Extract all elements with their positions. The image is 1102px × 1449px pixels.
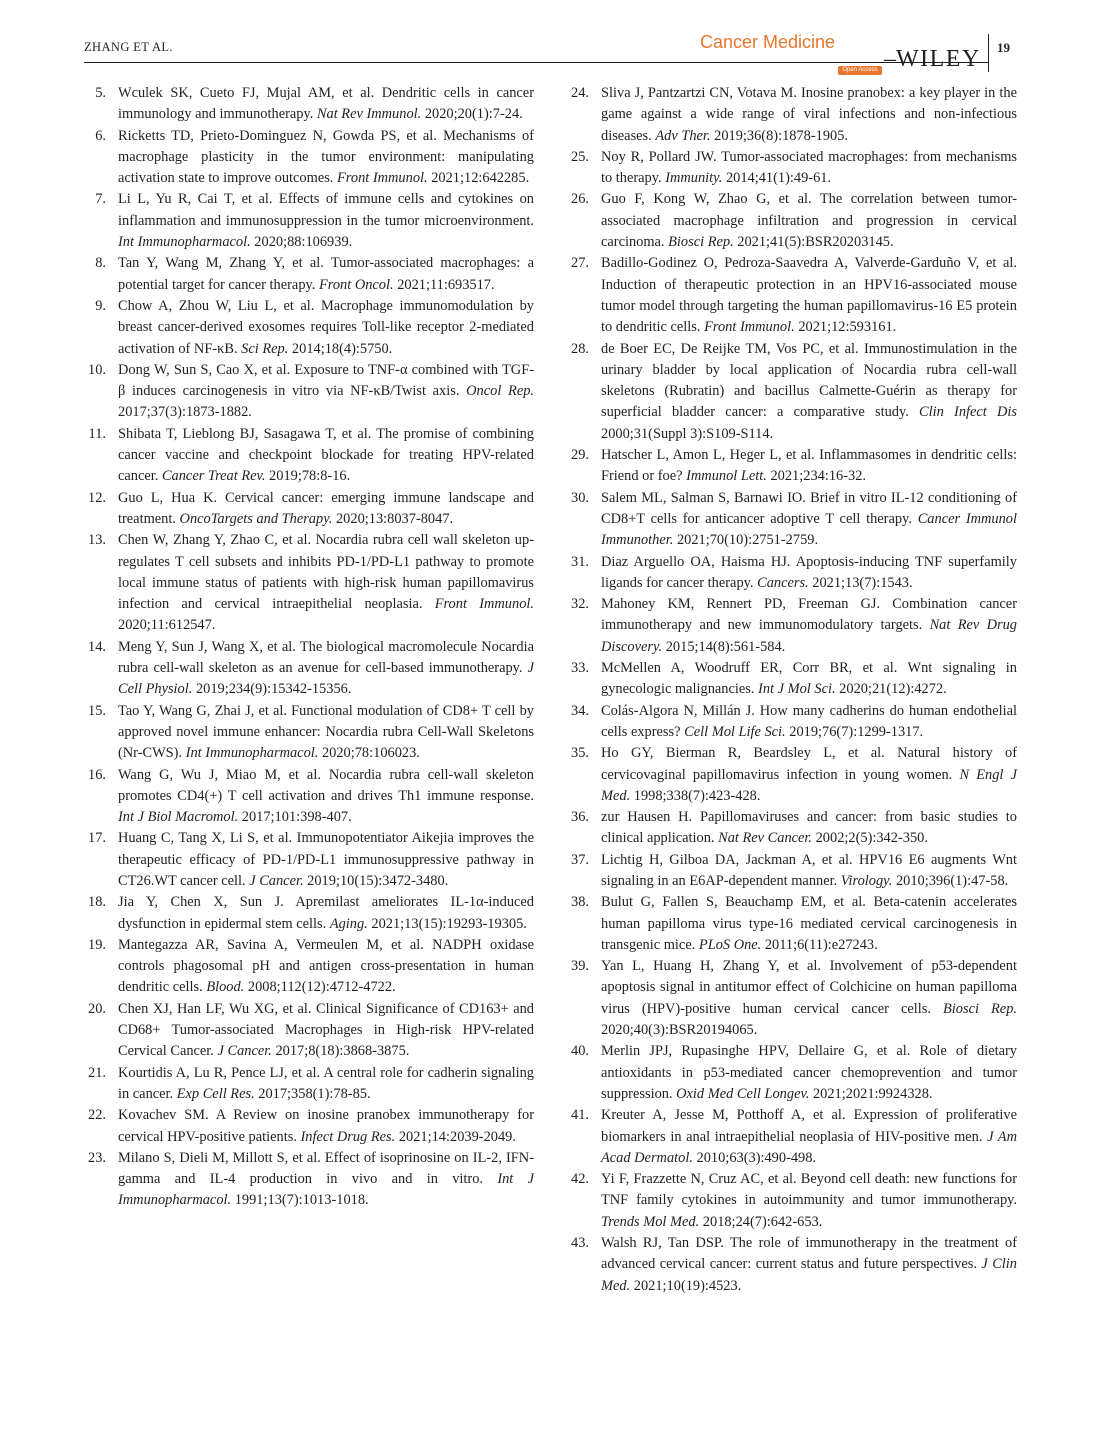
reference-journal: Oxid Med Cell Longev. (676, 1085, 810, 1102)
reference-journal: Biosci Rep. (943, 1000, 1017, 1017)
reference-text (118, 935, 534, 999)
reference-number: 15. (88, 702, 106, 719)
reference-citation: 2008;112(12):4712-4722. (244, 979, 396, 996)
reference-item (567, 956, 1017, 1041)
reference-number: 5. (95, 85, 106, 101)
reference-citation: 1991;13(7):1013-1018. (231, 1192, 369, 1209)
reference-body: Dong W, Sun S, Cao X, et al. Exposure to TNF-α combined with TGF-β induces carcinogenesis in vitro via NF-κB/Twist axis. (118, 361, 534, 400)
reference-journal: Cell Mol Life Sci. (684, 723, 786, 740)
reference-journal: Adv Ther. (655, 127, 711, 144)
reference-journal: Biosci Rep. (668, 234, 734, 251)
reference-citation: 2019;36(8):1878-1905. (710, 127, 849, 144)
reference-body: Walsh RJ, Tan DSP. The role of immunotherapy in the treatment of advanced cervical cancer: current status and future perspectives. (601, 1235, 1017, 1273)
reference-item (567, 594, 1017, 658)
reference-text (118, 765, 534, 829)
reference-text (601, 189, 1017, 253)
reference-number: 14. (88, 638, 106, 655)
reference-citation: 2017;8(18):3868-3875. (271, 1043, 410, 1060)
reference-number: 19. (88, 936, 106, 953)
reference-item (84, 360, 534, 424)
reference-number: 18. (88, 894, 106, 911)
references-right-column (567, 83, 1017, 1297)
reference-journal: Trends Mol Med. (601, 1213, 700, 1230)
reference-text (601, 658, 1017, 701)
reference-body: Badillo-Godinez O, Pedroza-Saavedra A, Valverde-Garduño V, et al. Induction of therapeutic protection in an HPV16-associated mouse tumor model through targeting the human papillomavirus-16 E5 protein to dendritic cells. (601, 255, 1017, 336)
reference-item (567, 1233, 1017, 1297)
reference-number: 11. (88, 425, 106, 442)
reference-item (567, 147, 1017, 190)
reference-body: Jia Y, Chen X, Sun J. Apremilast ameliorates IL-1α-induced dysfunction in epidermal stem cells. (118, 894, 534, 932)
reference-item (84, 828, 534, 892)
reference-number: 12. (88, 489, 106, 506)
reference-citation: 2019;76(7):1299-1317. (785, 723, 924, 740)
publisher-name: WILEY (896, 46, 981, 72)
reference-item (567, 701, 1017, 744)
reference-citation: 2019;78:8-16. (265, 468, 351, 485)
reference-citation: 2020;78:106023. (318, 745, 420, 762)
reference-citation: 1998;338(7):423-428. (630, 787, 761, 804)
reference-body: Merlin JPJ, Rupasinghe HPV, Dellaire G, et al. Role of dietary antioxidants in p53-mediated cancer chemoprevention and tumor suppression. (601, 1043, 1017, 1102)
reference-number: 34. (571, 702, 589, 719)
reference-text (118, 828, 534, 892)
reference-citation: 2021;2021:9924328. (809, 1085, 933, 1102)
reference-item (84, 935, 534, 999)
reference-body: Lichtig H, Gilboa DA, Jackman A, et al. HPV16 E6 augments Wnt signaling in an E6AP-dependent manner. (601, 851, 1017, 889)
reference-item (567, 253, 1017, 338)
reference-number: 24. (571, 85, 589, 101)
reference-text (118, 1105, 534, 1148)
reference-citation: 2014;18(4):5750. (288, 340, 393, 357)
reference-body: Tan Y, Wang M, Zhang Y, et al. Tumor-associated macrophages: a potential target for cancer therapy. (118, 255, 534, 293)
reference-citation: 2021;10(19):4523. (630, 1277, 742, 1294)
reference-journal: Cancer Treat Rev. (161, 468, 266, 485)
reference-body: Colás-Algora N, Millán J. How many cadherins do human endothelial cells express? (601, 702, 1017, 740)
reference-body: Diaz Arguello OA, Haisma HJ. Apoptosis-inducing TNF superfamily ligands for cancer therapy. (601, 553, 1017, 591)
reference-text (601, 850, 1017, 893)
journal-name: Cancer Medicine (700, 32, 836, 52)
reference-journal: Front Immunol. (704, 319, 795, 336)
open-access-badge: Open Access (838, 66, 882, 75)
reference-citation: 2019;10(15):3472-3480. (303, 872, 449, 889)
reference-number: 39. (571, 958, 589, 975)
reference-citation: 2021;13(7):1543. (808, 574, 913, 591)
reference-body: Chen W, Zhang Y, Zhao C, et al. Nocardia rubra cell wall skeleton up-regulates T cell subsets and inhibits PD-1/PD-L1 pathway to promote local immune status of patients with high-risk human papillomavirus infection and cervical intraepithelial neoplasia. (118, 532, 534, 613)
reference-citation: 2015;14(8):561-584. (662, 638, 786, 655)
reference-journal: Cancers. (757, 574, 809, 591)
reference-item (567, 488, 1017, 552)
reference-text (118, 637, 534, 701)
reference-body: Huang C, Tang X, Li S, et al. Immunopotentiator Aikejia improves the therapeutic efficacy of PD-1/PD-L1 immunosuppressive pathway in CT26.WT cancer cell. (118, 830, 534, 889)
reference-number: 35. (571, 745, 589, 762)
reference-item (567, 743, 1017, 807)
reference-citation: 2010;63(3):490-498. (692, 1149, 817, 1166)
reference-number: 25. (571, 148, 589, 165)
reference-text (118, 360, 534, 424)
page-number: 19 (997, 40, 1010, 55)
reference-text (601, 339, 1017, 445)
reference-journal: Blood. (206, 979, 245, 996)
reference-number: 37. (571, 851, 589, 868)
reference-citation: 2020;88:106939. (250, 234, 353, 251)
reference-number: 17. (88, 830, 106, 847)
reference-citation: 2017;358(1):78-85. (254, 1085, 371, 1102)
reference-text (601, 445, 1017, 488)
reference-citation: 2021;234:16-32. (766, 468, 867, 485)
reference-citation: 2021;41(5):BSR20203145. (733, 234, 894, 251)
reference-body: Mantegazza AR, Savina A, Vermeulen M, et al. NADPH oxidase controls phagosomal pH and antigen cross-presentation in human dendritic cells. (118, 936, 534, 996)
reference-journal: J Am Acad Dermatol. (601, 1128, 1017, 1166)
reference-journal: J Cell Physiol. (118, 660, 534, 698)
reference-journal: Infect Drug Res. (300, 1128, 396, 1145)
reference-journal: Sci Rep. (241, 340, 289, 357)
reference-text (601, 488, 1017, 552)
reference-body: Guo F, Kong W, Zhao G, et al. The correlation between tumor-associated macrophage infiltration and progression in cervical carcinoma. (601, 191, 1017, 251)
reference-citation: 2021;11:693517. (393, 276, 495, 293)
reference-body: Milano S, Dieli M, Millott S, et al. Effect of isoprinosine on IL-2, IFN-gamma and IL-4 production in vivo and in vitro. (118, 1149, 534, 1188)
reference-journal: Virology. (840, 872, 893, 889)
reference-number: 23. (88, 1149, 106, 1166)
reference-number: 42. (571, 1171, 589, 1188)
reference-citation: 2020;20(1):7-24. (421, 106, 523, 123)
reference-text (601, 1169, 1017, 1233)
page-header (84, 32, 1020, 72)
reference-body: Ho GY, Bierman R, Beardsley L, et al. Natural history of cervicovaginal papillomavirus infection in young women. (601, 745, 1017, 783)
reference-citation: 2017;37(3):1873-1882. (118, 404, 252, 421)
reference-citation: 2002;2(5):342-350. (812, 830, 928, 847)
reference-body: Kreuter A, Jesse M, Potthoff A, et al. Expression of proliferative biomarkers in anal intraepithelial neoplasia of HIV-positive men. (601, 1107, 1017, 1145)
reference-journal: Front Immunol. (337, 170, 428, 187)
reference-item (84, 892, 534, 935)
reference-body: Wang G, Wu J, Miao M, et al. Nocardia rubra cell-wall skeleton promotes CD4(+) T cell activation and drives Th1 immune response. (118, 766, 534, 804)
reference-journal: Int J Immunopharmacol. (118, 1171, 534, 1209)
reference-citation: 2010;396(1):47-58. (892, 872, 1009, 889)
reference-number: 30. (571, 489, 589, 506)
reference-journal: Nat Rev Drug Discovery. (601, 617, 1017, 655)
reference-number: 38. (571, 894, 589, 911)
reference-number: 43. (571, 1235, 589, 1252)
reference-item (84, 253, 534, 296)
reference-journal: Front Immunol. (434, 596, 534, 613)
reference-text (601, 594, 1017, 658)
reference-item (84, 1105, 534, 1148)
reference-body: Tao Y, Wang G, Zhai J, et al. Functional modulation of CD8+ T cell by approved novel immune enhancer: Nocardia rubra Cell-Wall Skeletons (Nr-CWS). (118, 702, 534, 762)
reference-text (601, 956, 1017, 1041)
reference-citation: 2014;41(1):49-61. (722, 170, 832, 187)
reference-item (567, 1105, 1017, 1169)
reference-journal: PLoS One. (698, 936, 762, 953)
reference-number: 21. (88, 1064, 106, 1081)
reference-journal: N Engl J Med. (601, 766, 1017, 804)
reference-body: Meng Y, Sun J, Wang X, et al. The biological macromolecule Nocardia rubra cell-wall skeleton as an avenue for cell-based immunotherapy. (118, 638, 534, 677)
reference-text (118, 1148, 534, 1212)
reference-item (84, 765, 534, 829)
reference-journal: Cancer Immunol Immunother. (601, 510, 1018, 549)
reference-item (567, 189, 1017, 253)
reference-item (567, 1041, 1017, 1105)
reference-text (601, 1233, 1017, 1297)
reference-body: Li L, Yu R, Cai T, et al. Effects of immune cells and cytokines on inflammation and immunosuppression in the tumor microenvironment. (118, 191, 534, 229)
reference-item (567, 658, 1017, 701)
reference-journal: Int J Mol Sci. (758, 681, 836, 698)
header-divider (988, 34, 989, 72)
reference-text (601, 807, 1017, 850)
reference-number: 27. (571, 255, 589, 272)
reference-number: 8. (95, 255, 106, 272)
reference-body: McMellen A, Woodruff ER, Corr BR, et al. Wnt signaling in gynecologic malignancies. (601, 660, 1017, 698)
reference-item (84, 189, 534, 253)
reference-item (84, 1063, 534, 1106)
reference-item (84, 424, 534, 488)
reference-body: zur Hausen H. Papillomaviruses and cancer: from basic studies to clinical application. (601, 809, 1017, 847)
reference-number: 9. (95, 297, 106, 314)
reference-item (84, 530, 534, 636)
reference-text (601, 892, 1017, 956)
reference-item (84, 1148, 534, 1212)
reference-number: 40. (571, 1043, 589, 1060)
reference-body: Kourtidis A, Lu R, Pence LJ, et al. A central role for cadherin signaling in cancer. (118, 1064, 534, 1102)
reference-item (84, 126, 534, 190)
reference-item (84, 637, 534, 701)
reference-citation: 2020;11:612547. (118, 617, 216, 634)
reference-journal: Int Immunopharmacol. (185, 745, 319, 762)
reference-number: 41. (571, 1107, 589, 1124)
reference-text (118, 999, 534, 1063)
reference-journal: Nat Rev Immunol. (316, 106, 422, 123)
reference-text (118, 296, 534, 360)
reference-citation: 2021;12:642285. (427, 170, 530, 187)
reference-number: 16. (88, 766, 106, 783)
reference-journal: Immunity. (665, 170, 723, 187)
reference-number: 32. (571, 596, 589, 613)
reference-journal: Immunol Lett. (686, 468, 767, 485)
reference-journal: Int J Biol Macromol. (118, 809, 239, 826)
reference-body: Ricketts TD, Prieto-Dominguez N, Gowda PS, et al. Mechanisms of macrophage plasticity in the tumor environment: manipulating activation state to improve outcomes. (118, 127, 534, 187)
reference-text (118, 253, 534, 296)
reference-number: 26. (571, 191, 589, 208)
reference-item (567, 339, 1017, 445)
reference-text (118, 83, 534, 126)
reference-body: Yi F, Frazzette N, Cruz AC, et al. Beyond cell death: new functions for TNF family cytokines in autoimmunity and tumor immunotherapy. (601, 1171, 1017, 1209)
reference-body: Guo L, Hua K. Cervical cancer: emerging immune landscape and treatment. (118, 489, 534, 527)
reference-journal: Int Immunopharmacol. (118, 234, 251, 251)
references-left-column (84, 83, 534, 1212)
reference-body: Chen XJ, Han LF, Wu XG, et al. Clinical Significance of CD163+ and CD68+ Tumor-associated Macrophages in High-risk HPV-related Cervical Cancer. (118, 1000, 534, 1060)
reference-number: 31. (571, 553, 589, 570)
reference-item (567, 1169, 1017, 1233)
reference-text (601, 83, 1017, 147)
reference-journal: J Clin Med. (601, 1256, 1017, 1294)
reference-citation: 2021;14:2039-2049. (395, 1128, 516, 1145)
reference-number: 20. (88, 1000, 106, 1017)
reference-journal: Exp Cell Res. (176, 1085, 255, 1102)
reference-item (567, 83, 1017, 147)
reference-text (601, 743, 1017, 807)
reference-body: Shibata T, Lieblong BJ, Sasagawa T, et al. The promise of combining cancer vaccine and checkpoint blockade for treating HPV-related cancer. (118, 425, 534, 485)
reference-journal: J Cancer. (217, 1043, 272, 1060)
reference-body: Hatscher L, Amon L, Heger L, et al. Inflammasomes in dendritic cells: Friend or foe? (601, 447, 1017, 485)
reference-item (84, 701, 534, 765)
reference-journal: J Cancer. (249, 872, 304, 889)
reference-number: 33. (571, 660, 589, 677)
reference-number: 36. (571, 809, 589, 826)
publisher-logo: –WILEY (884, 46, 981, 72)
reference-body: Bulut G, Fallen S, Beauchamp EM, et al. Beta-catenin accelerates human papilloma virus type-16 mediated cervical carcinogenesis in transgenic mice. (601, 894, 1017, 953)
reference-body: de Boer EC, De Reijke TM, Vos PC, et al. Immunostimulation in the urinary bladder by local application of Nocardia rubra cell-wall skeletons (Rubratin) and bacillus Calmette-Guérin as therapy for superficial bladder cancer: a comparative study. (601, 340, 1017, 421)
reference-citation: 2021;13(15):19293-19305. (367, 915, 527, 932)
reference-text (118, 530, 534, 636)
reference-text (601, 701, 1017, 744)
reference-item (567, 892, 1017, 956)
reference-item (84, 488, 534, 531)
reference-journal: Oncol Rep. (466, 383, 534, 400)
reference-number: 22. (88, 1107, 106, 1124)
reference-item (567, 850, 1017, 893)
reference-text (118, 1063, 534, 1106)
header-rule (84, 62, 988, 63)
reference-journal: Front Oncol. (318, 276, 394, 293)
reference-citation: 2021;70(10):2751-2759. (673, 532, 819, 549)
reference-text (118, 892, 534, 935)
reference-text (601, 1105, 1017, 1169)
reference-item (84, 999, 534, 1063)
reference-item (84, 83, 534, 126)
reference-item (567, 445, 1017, 488)
reference-citation: 2020;40(3):BSR20194065. (601, 1022, 758, 1039)
reference-text (118, 189, 534, 253)
reference-citation: 2017;101:398-407. (238, 809, 352, 826)
reference-number: 10. (88, 361, 106, 378)
reference-text (118, 701, 534, 765)
reference-text (601, 253, 1017, 338)
reference-item (567, 552, 1017, 595)
reference-body: Wculek SK, Cueto FJ, Mujal AM, et al. Dendritic cells in cancer immunology and immunotherapy. (118, 85, 534, 123)
reference-body: Chow A, Zhou W, Liu L, et al. Macrophage immunomodulation by breast cancer-derived exosomes requires Toll-like receptor 2-mediated activation of NF-κB. (118, 297, 534, 357)
reference-citation: 2019;234(9):15342-15356. (192, 681, 352, 698)
reference-citation: 2000;31(Suppl 3):S109-S114. (601, 425, 774, 442)
reference-text (118, 488, 534, 531)
reference-item (84, 296, 534, 360)
reference-text (118, 126, 534, 190)
reference-journal: OncoTargets and Therapy. (179, 510, 333, 527)
reference-body: Yan L, Huang H, Zhang Y, et al. Involvement of p53-dependent apoptosis signal in antitumor effect of Colchicine on human papilloma virus (HPV)-positive human cervical cancer cells. (601, 958, 1017, 1017)
reference-journal: Aging. (329, 915, 368, 932)
reference-citation: 2021;12:593161. (794, 319, 897, 336)
reference-journal: Clin Infect Dis (919, 404, 1017, 421)
running-head-authors: ZHANG ET AL. (84, 40, 173, 54)
reference-text (601, 1041, 1017, 1105)
reference-journal: Nat Rev Cancer. (718, 830, 813, 847)
reference-body: Sliva J, Pantzartzi CN, Votava M. Inosine pranobex: a key player in the game against a wide range of viral infections and non-infectious diseases. (601, 85, 1017, 144)
reference-number: 29. (571, 447, 589, 464)
reference-number: 7. (95, 191, 106, 208)
reference-text (601, 552, 1017, 595)
reference-number: 6. (95, 127, 106, 144)
reference-body: Kovachev SM. A Review on inosine pranobex immunotherapy for cervical HPV-positive patients. (118, 1107, 534, 1145)
reference-text (601, 147, 1017, 190)
reference-number: 28. (571, 340, 589, 357)
reference-citation: 2018;24(7):642-653. (699, 1213, 823, 1230)
reference-item (567, 807, 1017, 850)
reference-citation: 2020;13:8037-8047. (332, 510, 454, 527)
reference-citation: 2020;21(12):4272. (835, 681, 947, 698)
reference-citation: 2011;6(11):e27243. (761, 936, 878, 953)
reference-body: Noy R, Pollard JW. Tumor-associated macrophages: from mechanisms to therapy. (601, 148, 1017, 187)
reference-number: 13. (88, 532, 106, 549)
reference-body: Mahoney KM, Rennert PD, Freeman GJ. Combination cancer immunotherapy and new immunomodulatory targets. (601, 596, 1017, 634)
reference-body: Salem ML, Salman S, Barnawi IO. Brief in vitro IL-12 conditioning of CD8+T cells for anticancer adoptive T cell therapy. (601, 489, 1017, 527)
reference-text (118, 424, 534, 488)
